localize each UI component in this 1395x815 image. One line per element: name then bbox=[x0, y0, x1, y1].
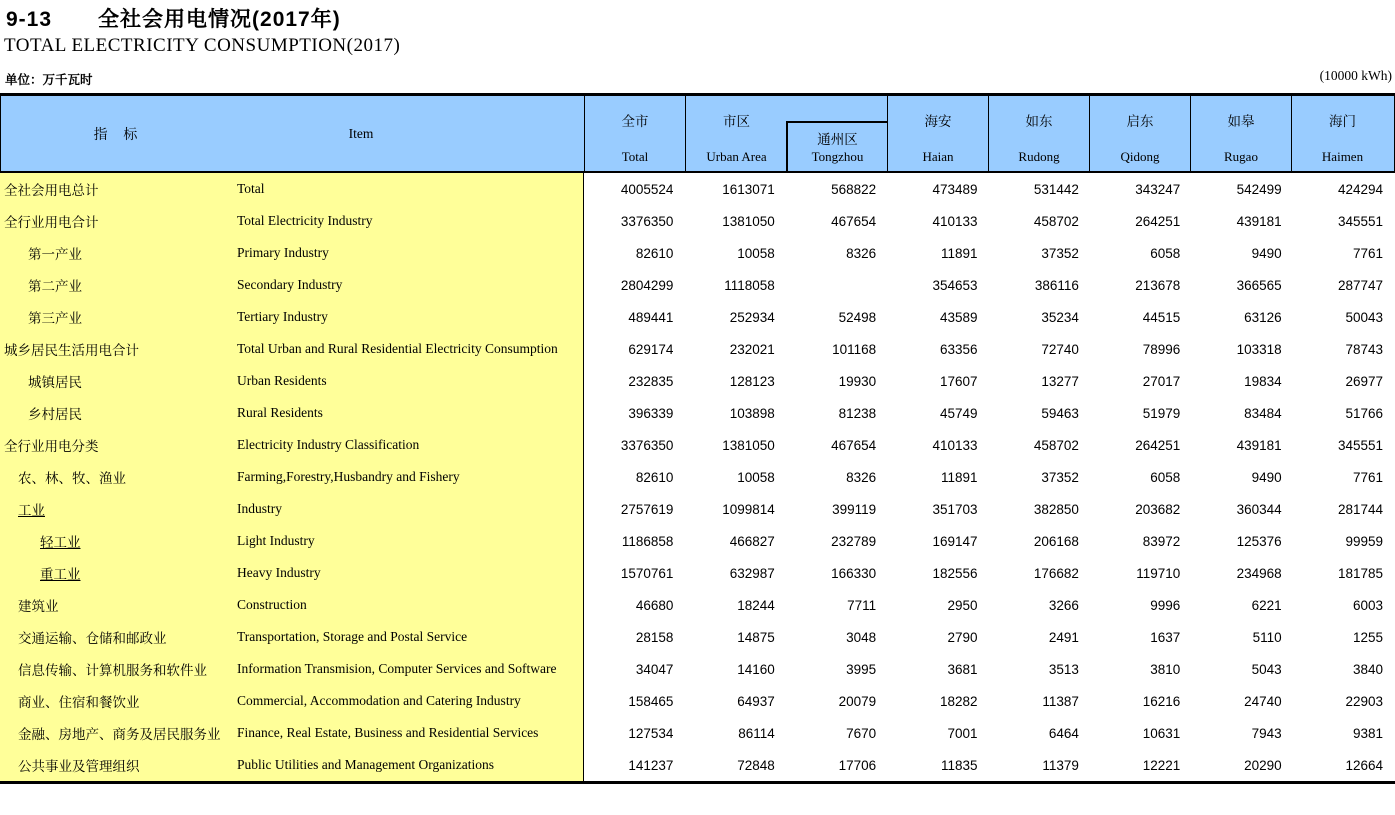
col-header-tongzhou-cn: 通州区 bbox=[817, 132, 858, 147]
col-header-urban-area-en: Urban Area bbox=[706, 149, 767, 164]
value-cell: 360344 bbox=[1236, 501, 1282, 517]
table-row bbox=[0, 301, 1395, 333]
value-cell: 16216 bbox=[1142, 693, 1181, 709]
value-cell: 82610 bbox=[635, 469, 674, 485]
col-header-haian-en: Haian bbox=[922, 149, 954, 164]
value-cell: 4005524 bbox=[620, 181, 674, 197]
table-title-cn: 全社会用电情况(2017年) bbox=[98, 8, 341, 31]
value-cell: 6058 bbox=[1150, 245, 1181, 261]
row-label-cell bbox=[0, 589, 584, 621]
value-cell: 9381 bbox=[1352, 725, 1383, 741]
table-row bbox=[0, 205, 1395, 237]
value-cell: 5110 bbox=[1252, 629, 1282, 645]
value-cell: 64937 bbox=[737, 693, 775, 709]
row-label-en: Urban Residents bbox=[237, 373, 327, 388]
value-cell: 264251 bbox=[1135, 437, 1181, 453]
value-cell: 1637 bbox=[1150, 629, 1181, 645]
row-label-cell bbox=[0, 173, 584, 205]
value-cell: 467654 bbox=[831, 213, 877, 229]
value-cell: 424294 bbox=[1337, 181, 1383, 197]
value-cell: 166330 bbox=[831, 565, 877, 581]
row-label-cell bbox=[0, 301, 584, 333]
value-cell: 1613071 bbox=[722, 181, 775, 197]
value-cell: 28158 bbox=[635, 629, 674, 645]
value-cell: 10058 bbox=[737, 245, 775, 261]
row-label-en: Public Utilities and Management Organizations bbox=[237, 757, 494, 772]
table-row bbox=[0, 749, 1395, 781]
row-label-cn: 全行业用电合计 bbox=[4, 215, 99, 230]
value-cell: 3513 bbox=[1048, 661, 1079, 677]
table-row bbox=[0, 237, 1395, 269]
value-cell: 467654 bbox=[831, 437, 877, 453]
value-cell: 3048 bbox=[846, 629, 877, 645]
table-number: 9-13 bbox=[6, 8, 53, 31]
row-label-en: Commercial, Accommodation and Catering Industry bbox=[237, 693, 521, 708]
value-cell: 386116 bbox=[1034, 277, 1079, 293]
value-cell: 439181 bbox=[1236, 437, 1282, 453]
row-label-cell bbox=[0, 365, 584, 397]
value-cell: 1186858 bbox=[621, 533, 674, 549]
value-cell: 3995 bbox=[846, 661, 877, 677]
value-cell: 410133 bbox=[932, 213, 978, 229]
row-label-cn: 城乡居民生活用电合计 bbox=[4, 343, 139, 358]
page-header bbox=[0, 0, 1395, 93]
value-cell: 22903 bbox=[1345, 693, 1383, 709]
value-cell: 12221 bbox=[1142, 757, 1181, 773]
value-cell: 45749 bbox=[939, 405, 978, 421]
value-cell: 51979 bbox=[1142, 405, 1181, 421]
value-cell: 1118058 bbox=[724, 277, 775, 293]
row-label-cn: 第一产业 bbox=[28, 247, 82, 262]
value-cell: 234968 bbox=[1236, 565, 1282, 581]
value-cell: 3376350 bbox=[620, 213, 674, 229]
row-label-en: Rural Residents bbox=[237, 405, 323, 420]
value-cell: 63126 bbox=[1244, 309, 1282, 325]
col-header-qidong-cn: 启东 bbox=[1126, 114, 1154, 129]
value-cell: 46680 bbox=[635, 597, 674, 613]
value-cell: 1381050 bbox=[722, 437, 775, 453]
row-label-cell bbox=[0, 621, 584, 653]
row-label-cell bbox=[0, 525, 584, 557]
col-header-rugao-en: Rugao bbox=[1224, 149, 1258, 164]
value-cell: 1570761 bbox=[620, 565, 674, 581]
value-cell: 458702 bbox=[1033, 437, 1079, 453]
table-row bbox=[0, 685, 1395, 717]
col-header-urban-group bbox=[686, 96, 888, 171]
row-label-cn: 信息传输、计算机服务和软件业 bbox=[18, 663, 207, 678]
col-header-haian-cn: 海安 bbox=[924, 114, 952, 129]
value-cell: 24740 bbox=[1244, 693, 1282, 709]
table-row bbox=[0, 589, 1395, 621]
row-label-en: Light Industry bbox=[237, 533, 315, 548]
row-label-en: Electricity Industry Classification bbox=[237, 437, 420, 452]
row-label-cn: 重工业 bbox=[40, 567, 81, 582]
table-row bbox=[0, 557, 1395, 589]
value-cell: 13277 bbox=[1041, 373, 1079, 389]
value-cell: 17607 bbox=[939, 373, 978, 389]
table-body bbox=[0, 173, 1395, 781]
value-cell: 103898 bbox=[729, 405, 775, 421]
value-cell: 7670 bbox=[846, 725, 877, 741]
value-cell: 83972 bbox=[1142, 533, 1181, 549]
value-cell: 11891 bbox=[940, 245, 978, 261]
col-header-urban-area-cn: 市区 bbox=[723, 114, 750, 129]
row-label-cn: 全行业用电分类 bbox=[4, 439, 99, 454]
row-label-en: Transportation, Storage and Postal Service bbox=[237, 629, 468, 644]
value-cell: 396339 bbox=[628, 405, 674, 421]
value-cell: 18244 bbox=[737, 597, 775, 613]
value-cell: 86114 bbox=[738, 725, 775, 741]
value-cell: 11379 bbox=[1042, 757, 1079, 773]
value-cell: 473489 bbox=[932, 181, 978, 197]
row-label-cell bbox=[0, 269, 584, 301]
row-label-en: Tertiary Industry bbox=[237, 309, 328, 324]
value-cell: 18282 bbox=[939, 693, 978, 709]
col-header-haimen-en: Haimen bbox=[1321, 149, 1364, 164]
value-cell: 213678 bbox=[1135, 277, 1181, 293]
value-cell: 458702 bbox=[1033, 213, 1079, 229]
value-cell: 83484 bbox=[1244, 405, 1282, 421]
value-cell: 14875 bbox=[737, 629, 775, 645]
table-row bbox=[0, 525, 1395, 557]
col-header-rugao bbox=[1191, 96, 1292, 171]
value-cell: 2790 bbox=[947, 629, 978, 645]
row-label-en: Total Electricity Industry bbox=[237, 213, 373, 228]
value-cell: 81238 bbox=[838, 405, 877, 421]
value-cell: 2491 bbox=[1048, 629, 1079, 645]
header-indicator-cell bbox=[1, 96, 585, 171]
unit-note: (10000 kWh) bbox=[1319, 68, 1392, 83]
value-cell: 366565 bbox=[1236, 277, 1282, 293]
value-cell: 1381050 bbox=[722, 213, 775, 229]
table-row bbox=[0, 621, 1395, 653]
value-cell: 354653 bbox=[932, 277, 978, 293]
row-label-cn: 乡村居民 bbox=[28, 407, 82, 422]
value-cell: 19834 bbox=[1244, 373, 1282, 389]
value-cell: 629174 bbox=[628, 341, 674, 357]
value-cell: 82610 bbox=[635, 245, 674, 261]
row-label-cn: 第三产业 bbox=[28, 311, 82, 326]
value-cell: 63356 bbox=[939, 341, 978, 357]
value-cell: 542499 bbox=[1236, 181, 1282, 197]
value-cell: 37352 bbox=[1041, 469, 1079, 485]
row-label-cell bbox=[0, 333, 584, 365]
value-cell: 7761 bbox=[1352, 245, 1383, 261]
value-cell: 281744 bbox=[1337, 501, 1383, 517]
row-label-en: Construction bbox=[237, 597, 307, 612]
value-cell: 466827 bbox=[729, 533, 775, 549]
value-cell: 52498 bbox=[838, 309, 877, 325]
row-label-cn: 轻工业 bbox=[40, 535, 81, 550]
row-label-cn: 工业 bbox=[18, 503, 45, 518]
row-label-cell bbox=[0, 205, 584, 237]
value-cell: 287747 bbox=[1337, 277, 1383, 293]
header-indicator-cn: 指 标 bbox=[93, 125, 144, 142]
value-cell: 119710 bbox=[1136, 565, 1181, 581]
value-cell: 9490 bbox=[1251, 469, 1282, 485]
value-cell: 12664 bbox=[1345, 757, 1383, 773]
value-cell: 10058 bbox=[737, 469, 775, 485]
value-cell: 35234 bbox=[1041, 309, 1079, 325]
value-cell: 51766 bbox=[1345, 405, 1383, 421]
row-label-cn: 公共事业及管理组织 bbox=[18, 759, 140, 774]
row-label-cell bbox=[0, 685, 584, 717]
col-header-total-cn: 全市 bbox=[621, 114, 649, 129]
value-cell: 264251 bbox=[1135, 213, 1181, 229]
value-cell: 78996 bbox=[1142, 341, 1181, 357]
value-cell: 11835 bbox=[940, 757, 978, 773]
table-row bbox=[0, 173, 1395, 205]
value-cell: 252934 bbox=[729, 309, 775, 325]
value-cell: 5043 bbox=[1251, 661, 1282, 677]
row-label-cell bbox=[0, 749, 584, 781]
col-header-qidong-en: Qidong bbox=[1120, 149, 1160, 164]
row-label-cell bbox=[0, 397, 584, 429]
value-cell: 203682 bbox=[1135, 501, 1181, 517]
col-header-total-en: Total bbox=[621, 149, 649, 164]
value-cell: 382850 bbox=[1033, 501, 1079, 517]
value-cell: 99959 bbox=[1345, 533, 1383, 549]
value-cell: 43589 bbox=[939, 309, 978, 325]
header-indicator-en: Item bbox=[348, 125, 374, 141]
value-cell: 3376350 bbox=[620, 437, 674, 453]
row-label-en: Total bbox=[237, 181, 265, 196]
row-label-cell bbox=[0, 429, 584, 461]
col-header-tongzhou bbox=[786, 121, 887, 171]
value-cell: 141237 bbox=[628, 757, 674, 773]
value-cell: 72740 bbox=[1041, 341, 1079, 357]
value-cell: 2950 bbox=[947, 597, 978, 613]
col-header-tongzhou-en: Tongzhou bbox=[811, 149, 864, 164]
value-cell: 20079 bbox=[838, 693, 877, 709]
table-row bbox=[0, 717, 1395, 749]
row-label-en: Farming,Forestry,Husbandry and Fishery bbox=[237, 469, 460, 484]
value-cell: 206168 bbox=[1033, 533, 1079, 549]
table-row bbox=[0, 397, 1395, 429]
value-cell: 3810 bbox=[1150, 661, 1181, 677]
table-row bbox=[0, 333, 1395, 365]
value-cell: 345551 bbox=[1337, 437, 1383, 453]
row-label-en: Industry bbox=[237, 501, 282, 516]
value-cell: 11387 bbox=[1042, 693, 1079, 709]
value-cell: 11891 bbox=[940, 469, 978, 485]
row-label-cell bbox=[0, 557, 584, 589]
value-cell: 632987 bbox=[729, 565, 775, 581]
value-cell: 17706 bbox=[838, 757, 877, 773]
value-cell: 20290 bbox=[1244, 757, 1282, 773]
value-cell: 1255 bbox=[1352, 629, 1383, 645]
table-title-en: TOTAL ELECTRICITY CONSUMPTION(2017) bbox=[4, 35, 401, 56]
value-cell: 8326 bbox=[846, 245, 877, 261]
value-cell: 14160 bbox=[737, 661, 775, 677]
value-cell: 399119 bbox=[832, 501, 877, 517]
value-cell: 26977 bbox=[1345, 373, 1383, 389]
row-label-cn: 第二产业 bbox=[28, 279, 82, 294]
page-title bbox=[6, 3, 341, 33]
value-cell: 6058 bbox=[1150, 469, 1181, 485]
value-cell: 7761 bbox=[1352, 469, 1383, 485]
value-cell: 176682 bbox=[1033, 565, 1079, 581]
value-cell: 101168 bbox=[832, 341, 877, 357]
value-cell: 410133 bbox=[932, 437, 978, 453]
row-label-cell bbox=[0, 493, 584, 525]
row-label-en: Finance, Real Estate, Business and Residential Services bbox=[237, 725, 539, 740]
value-cell: 7001 bbox=[947, 725, 978, 741]
value-cell: 439181 bbox=[1236, 213, 1282, 229]
value-cell: 127534 bbox=[628, 725, 674, 741]
value-cell: 345551 bbox=[1337, 213, 1383, 229]
row-label-en: Total Urban and Rural Residential Electricity Consumption bbox=[237, 341, 558, 356]
value-cell: 3266 bbox=[1048, 597, 1079, 613]
value-cell: 59463 bbox=[1041, 405, 1079, 421]
value-cell: 8326 bbox=[846, 469, 877, 485]
col-header-rudong-en: Rudong bbox=[1018, 149, 1060, 164]
value-cell: 2804299 bbox=[620, 277, 674, 293]
value-cell: 19930 bbox=[838, 373, 877, 389]
value-cell: 2757619 bbox=[620, 501, 674, 517]
value-cell: 103318 bbox=[1236, 341, 1282, 357]
row-label-cell bbox=[0, 717, 584, 749]
table-header bbox=[0, 96, 1395, 173]
col-header-rudong bbox=[989, 96, 1090, 171]
value-cell: 232021 bbox=[729, 341, 775, 357]
row-label-cn: 金融、房地产、商务及居民服务业 bbox=[18, 727, 221, 742]
value-cell: 568822 bbox=[831, 181, 877, 197]
row-label-cn: 农、林、牧、渔业 bbox=[18, 471, 126, 486]
data-table bbox=[0, 93, 1395, 784]
row-label-en: Secondary Industry bbox=[237, 277, 343, 292]
row-label-cn: 城镇居民 bbox=[28, 375, 82, 390]
value-cell: 1099814 bbox=[722, 501, 775, 517]
table-row bbox=[0, 269, 1395, 301]
table-row bbox=[0, 429, 1395, 461]
value-cell: 3681 bbox=[947, 661, 978, 677]
value-cell: 351703 bbox=[932, 501, 978, 517]
col-header-rugao-cn: 如皋 bbox=[1227, 114, 1255, 129]
row-label-cn: 建筑业 bbox=[18, 599, 59, 614]
col-header-qidong bbox=[1090, 96, 1191, 171]
col-header-total bbox=[585, 96, 686, 171]
value-cell: 232835 bbox=[628, 373, 674, 389]
value-cell: 6464 bbox=[1048, 725, 1079, 741]
row-label-en: Information Transmision, Computer Services and Software bbox=[237, 661, 557, 676]
value-cell: 531442 bbox=[1033, 181, 1079, 197]
table-row bbox=[0, 493, 1395, 525]
col-header-haimen-cn: 海门 bbox=[1329, 114, 1356, 129]
row-label-cell bbox=[0, 237, 584, 269]
value-cell: 50043 bbox=[1345, 309, 1383, 325]
value-cell: 181785 bbox=[1337, 565, 1383, 581]
unit-label: 单位：万千瓦时 bbox=[5, 73, 93, 87]
value-cell: 78743 bbox=[1345, 341, 1383, 357]
value-cell: 10631 bbox=[1142, 725, 1181, 741]
row-label-en: Primary Industry bbox=[237, 245, 329, 260]
row-label-cn: 商业、住宿和餐饮业 bbox=[18, 695, 140, 710]
value-cell: 7711 bbox=[847, 597, 877, 613]
col-header-haian bbox=[888, 96, 989, 171]
value-cell: 27017 bbox=[1142, 373, 1181, 389]
table-row bbox=[0, 461, 1395, 493]
value-cell: 169147 bbox=[932, 533, 978, 549]
row-label-en: Heavy Industry bbox=[237, 565, 321, 580]
col-header-rudong-cn: 如东 bbox=[1025, 114, 1053, 129]
value-cell: 72848 bbox=[737, 757, 775, 773]
value-cell: 37352 bbox=[1041, 245, 1079, 261]
value-cell: 128123 bbox=[729, 373, 775, 389]
value-cell: 44515 bbox=[1142, 309, 1181, 325]
value-cell: 6221 bbox=[1251, 597, 1282, 613]
value-cell: 158465 bbox=[628, 693, 674, 709]
value-cell: 9996 bbox=[1150, 597, 1181, 613]
value-cell: 9490 bbox=[1251, 245, 1282, 261]
value-cell: 343247 bbox=[1135, 181, 1181, 197]
table-row bbox=[0, 653, 1395, 685]
value-cell: 7943 bbox=[1251, 725, 1282, 741]
col-header-haimen bbox=[1292, 96, 1393, 171]
table-row bbox=[0, 365, 1395, 397]
value-cell: 125376 bbox=[1236, 533, 1282, 549]
value-cell: 232789 bbox=[831, 533, 877, 549]
value-cell: 34047 bbox=[635, 661, 674, 677]
row-label-cell bbox=[0, 461, 584, 493]
row-label-cn: 交通运输、仓储和邮政业 bbox=[18, 631, 167, 646]
value-cell: 182556 bbox=[932, 565, 978, 581]
row-label-cell bbox=[0, 653, 584, 685]
value-cell: 3840 bbox=[1352, 661, 1383, 677]
value-cell: 6003 bbox=[1352, 597, 1383, 613]
row-label-cn: 全社会用电总计 bbox=[4, 183, 99, 198]
value-cell: 489441 bbox=[628, 309, 674, 325]
